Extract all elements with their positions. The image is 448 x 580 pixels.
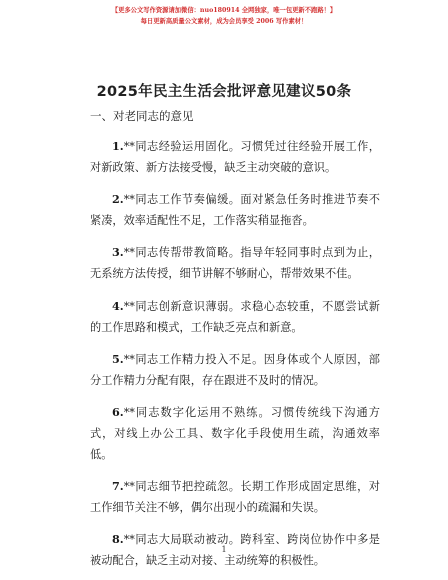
page-number: 1 xyxy=(221,545,227,554)
item-text: **同志传帮带教简略。指导年轻同事时点到为止，无系统方法传授，细节讲解不够耐心，帮带效果不佳。 xyxy=(90,246,380,281)
list-item xyxy=(90,349,380,391)
item-text: **同志细节把控疏忽。长期工作形成固定思维，对工作细节关注不够，偶尔出现小的疏漏和失误。 xyxy=(90,480,380,515)
list-item xyxy=(90,296,380,338)
item-text: **同志创新意识薄弱。求稳心态较重，不愿尝试新的工作思路和模式，工作缺乏亮点和新意。 xyxy=(90,299,380,334)
item-number: 1. xyxy=(112,139,124,153)
item-number: 8. xyxy=(112,532,124,547)
header-banner xyxy=(0,5,448,27)
item-text: **同志工作精力投入不足。因身体或个人原因，部分工作精力分配有限，存在跟进不及时的情况。 xyxy=(90,352,380,387)
section-heading: 一、对老同志的意见 xyxy=(90,109,194,123)
item-text: **同志大局联动被动。跨科室、跨岗位协作中多是被动配合，缺乏主动对接、主动统筹的积极性。 xyxy=(90,533,380,568)
list-item xyxy=(90,242,380,284)
item-number: 2. xyxy=(112,192,124,207)
item-text: **同志经验运用固化。习惯凭过往经验开展工作，对新政策、新方法接受慢，缺乏主动突破的意识。 xyxy=(90,140,380,174)
item-text: **同志工作节奏偏缓。面对紧急任务时推进节奏不紧凑，效率适配性不足，工作落实稍显拖沓。 xyxy=(90,193,380,228)
item-list xyxy=(90,136,380,578)
document-title: 2025年民主生活会批评意见建议50条 xyxy=(96,84,352,100)
list-item xyxy=(90,136,380,178)
banner-line-2: 每日更新高质量公文素材，成为会员享受 2006 写作素材！ xyxy=(140,18,308,25)
item-text: **同志数字化运用不熟练。习惯传统线下沟通方式，对线上办公工具、数字化手段使用生疏，沟通效率低。 xyxy=(90,405,380,461)
item-number: 5. xyxy=(112,351,124,366)
list-item xyxy=(90,402,380,465)
list-item xyxy=(90,476,380,518)
item-number: 6. xyxy=(112,404,124,419)
item-number: 4. xyxy=(112,298,124,313)
item-number: 3. xyxy=(112,245,124,260)
list-item xyxy=(90,189,380,231)
item-number: 7. xyxy=(112,479,124,494)
banner-line-1: 【更多公文写作资源请加微信：nuo180914 全网独家，唯一包更新不跑路！】 xyxy=(111,7,337,14)
